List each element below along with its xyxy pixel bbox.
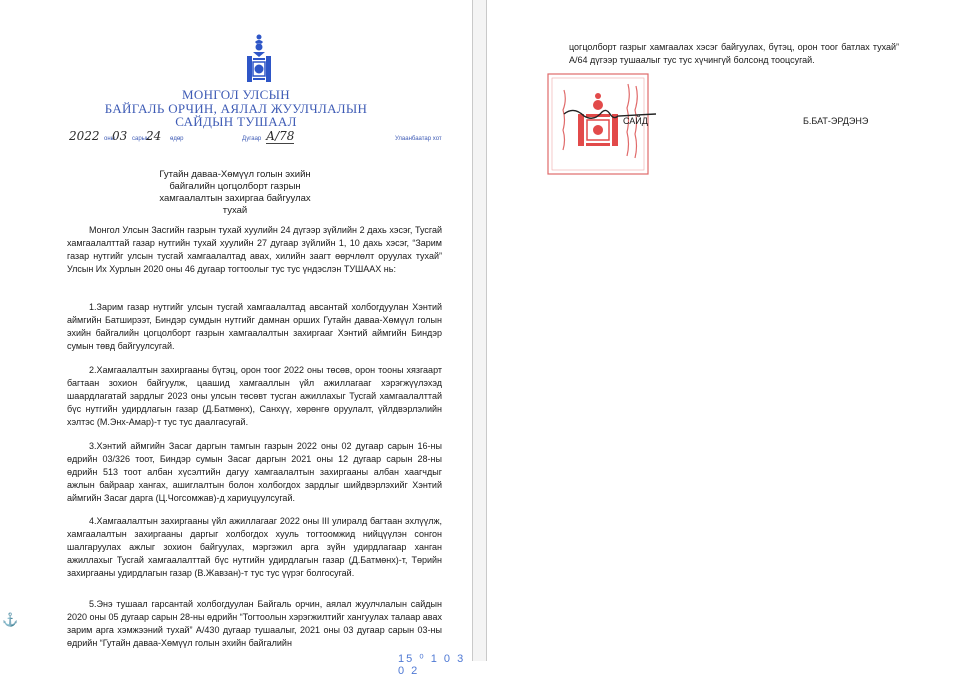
order-number: А/78 (266, 129, 295, 143)
page-gutter (472, 0, 487, 661)
date-day: 24 (146, 129, 162, 143)
date-month-label: сарын (132, 136, 150, 142)
document-page-1 (0, 0, 472, 677)
order-title: Гутайн даваа-Хөмүүл голын эхийн байгалийн цогцолборт газрын хамгаалалтын захиргаа байгуулах тухай (159, 169, 311, 216)
date-day-label: өдөр (170, 136, 184, 142)
clause-4: 4.Хамгаалалтын захиргааны үйл ажиллагааг 2022 оны III улиралд багтаан эхлүүлж, хамгаалалтын захиргааны даргыг холбогдох хууль тогтоомжид нийцүүлэн сонгон шалгаруулах ажлыг зохион байгуулах, мэргэжил арга зүйн удирдлагаар ханган ажиллахыг Тусгай хамгаалалттай бүс нутгийн удирдлагын газар (Д.Батмөнх)-т, Төрийн захиргааны удирдлагын газар (В.Жавзан)-т тус тус үүрэг болгосугай. (67, 516, 442, 578)
clause-2: 2.Хамгаалалтын захиргааны бүтэц, орон тоог 2022 оны төсөв, орон тооны хязгаарт багтаан зохион байгуулж, цаашид хамгааллын үйл ажиллагааг хэрэгжүүлэхэд шаардлагатай зардлыг 2023 оны улсын төсөвт тусган ажиллахыг Тусгай хамгаалалттай бүс нутгийн удирдлагын газар (Д.Батмөнх), Санхүү, хөрөнгө оруулалт, үйлдвэрлэлийн хэлтэс (М.Энх-Амар)-т тус тус даалгасугай. (67, 365, 442, 427)
clause-5-continued: цогцолборт газрыг хамгаалах хэсэг байгуулах, бүтэц, орон тоог батлах тухай” А/64 дүгээр тушаалыг тус тус хүчингүй болсонд тооцсугай. (569, 42, 899, 65)
date-month: 03 (112, 129, 128, 143)
clause-3: 3.Хэнтий аймгийн Засаг даргын тамгын газрын 2022 оны 02 дугаар сарын 16-ны өдрийн 03/326 тоот, Биндэр сумын Засаг даргын 2021 оны 12 дугаар сарын 28-ны өдрийн 513 тоот албан хүсэлтийн дагуу хамгаалалтын захиргааны албан хаагчдыг ажлын байраар хангах, ашиглалтын болон холбогдох зардлыг шийдвэрлэхийг Хэнтий аймгийн Засаг дарга (Ц.Чогсомжав)-д хариуцуулсугай. (67, 441, 442, 503)
clause-5: 5.Энэ тушаал гарсантай холбогдуулан Байгаль орчин, аялал жуулчлалын сайдын 2020 оны 05 дугаар сарын 28-ны өдрийн “Тогтоолын хэрэгжилтийг хангуулах талаар авах зарим арга хэмжээний тухай” А/430 дугаар тушаалыг, 2021 оны 03 дугаар сарын 03-ны өдрийн “Гутайн даваа-Хөмүүл голын эхийн байгалийн (67, 599, 442, 648)
anchor-icon[interactable]: ⚓ (2, 612, 19, 627)
date-year: 2022 (69, 129, 100, 143)
header-ministry: БАЙГАЛЬ ОРЧИН, АЯЛАЛ ЖУУЛЧЛАЛЫН (104, 101, 368, 116)
issue-place: Улаанбаатар хот (395, 136, 442, 142)
signatory-name: Б.БАТ-ЭРДЭНЭ (803, 116, 869, 126)
order-number-label: Дугаар (242, 136, 262, 142)
header-country: МОНГОЛ УЛСЫН (182, 87, 290, 102)
footer-stamp-number: 15 ⁰ 1 0 3 0 2 (398, 653, 466, 677)
signatory-title: САЙД (623, 116, 648, 126)
soyombo-emblem-icon (244, 32, 274, 84)
header-order-type: САЙДЫН ТУШААЛ (175, 114, 297, 129)
date-year-label: оны (104, 136, 115, 142)
clause-1: 1.Зарим газар нутгийг улсын тусгай хамгаалалтад авсантай холбогдуулан Хэнтий аймгийн Батширээт, Биндэр сумдын нутгийг дамнан орших Гутайн даваа-Хөмүүл голын эхийн байгалийн цогцолборт газрын хамгаалалтын захиргааг Хэнтий аймгийн Биндэр сумын төвд байгуулсугай. (67, 302, 442, 351)
preamble-paragraph: Монгол Улсын Засгийн газрын тухай хуулийн 24 дүгээр зүйлийн 2 дахь хэсэг, Тусгай хамгаалалттай газар нутгийн тухай хуулийн 27 дугаар зүйлийн 1, 10 дахь хэсэг, “Зарим газар нутгийг улсын тусгай хамгаалалтад авах, хилийн заагт өөрчлөлт оруулах тухай” Улсын Их Хурлын 2020 оны 46 дугаар тогтоолыг тус тус үндэслэн ТУШААХ нь: (67, 225, 442, 274)
order-meta-row (0, 128, 472, 148)
